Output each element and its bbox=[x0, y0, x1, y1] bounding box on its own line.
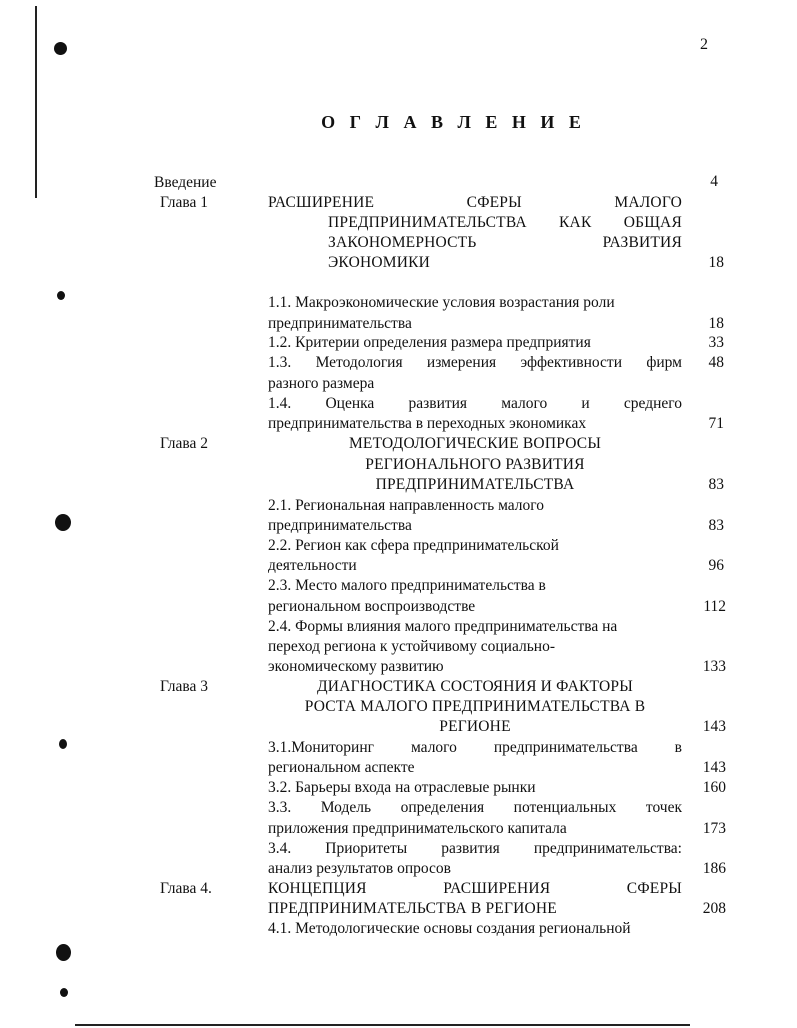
punch-hole-6 bbox=[60, 988, 68, 997]
punch-hole-1 bbox=[54, 42, 67, 55]
chapter-3-label: Глава 3 bbox=[160, 678, 209, 695]
section-2-4-page: 133 bbox=[702, 658, 726, 675]
punch-hole-4 bbox=[59, 739, 67, 749]
section-3-2-page: 160 bbox=[702, 779, 726, 796]
section-2-1-page: 83 bbox=[708, 517, 724, 534]
section-1-3-page: 48 bbox=[708, 354, 724, 371]
chapter-2-title-line-1: МЕТОДОЛОГИЧЕСКИЕ ВОПРОСЫ bbox=[348, 435, 602, 452]
section-3-1-page: 143 bbox=[702, 759, 726, 776]
section-3-4-line-1: 3.4. Приоритеты развития предпринимательства: bbox=[268, 840, 682, 857]
section-2-2-page: 96 bbox=[708, 557, 724, 574]
section-3-1-line-2: региональном аспекте bbox=[268, 759, 415, 776]
section-4-1-line-1: 4.1. Методологические основы создания региональной bbox=[268, 920, 631, 937]
chapter-1-label: Глава 1 bbox=[160, 194, 209, 211]
section-1-1-page: 18 bbox=[708, 315, 724, 332]
section-1-2-page: 33 bbox=[708, 334, 724, 351]
section-1-4-page: 71 bbox=[708, 415, 724, 432]
chapter-2-label: Глава 2 bbox=[160, 435, 209, 452]
chapter-1-page: 18 bbox=[708, 254, 724, 271]
section-2-2-line-1: 2.2. Регион как сфера предпринимательской bbox=[268, 537, 559, 554]
chapter-4-page: 208 bbox=[702, 900, 726, 917]
punch-hole-2 bbox=[57, 291, 65, 300]
section-2-4-line-2: переход региона к устойчивому социально- bbox=[268, 638, 555, 655]
section-3-3-line-1: 3.3. Модель определения потенциальных точек bbox=[268, 799, 682, 816]
chapter-1-title-line-4: ЭКОНОМИКИ bbox=[328, 254, 431, 271]
section-2-4-line-3: экономическому развитию bbox=[268, 658, 444, 675]
chapter-3-page: 143 bbox=[702, 718, 726, 735]
bottom-rule bbox=[75, 1024, 690, 1026]
chapter-1-title-line-3: ЗАКОНОМЕРНОСТЬ РАЗВИТИЯ bbox=[328, 234, 682, 251]
section-2-1-line-2: предпринимательства bbox=[268, 517, 412, 534]
page-number: 2 bbox=[700, 36, 708, 53]
chapter-3-title-line-2: РОСТА МАЛОГО ПРЕДПРИНИМАТЕЛЬСТВА В bbox=[304, 698, 646, 715]
intro-label: Введение bbox=[154, 174, 217, 191]
section-1-1-line-2: предпринимательства bbox=[268, 315, 412, 332]
section-1-2-line-1: 1.2. Критерии определения размера предприятия bbox=[268, 334, 591, 351]
section-3-3-page: 173 bbox=[702, 820, 726, 837]
section-2-3-page: 112 bbox=[703, 598, 726, 615]
chapter-1-title-line-2: ПРЕДПРИНИМАТЕЛЬСТВА КАК ОБЩАЯ bbox=[328, 214, 682, 231]
punch-hole-5 bbox=[56, 944, 71, 961]
chapter-2-title-line-3: ПРЕДПРИНИМАТЕЛЬСТВА bbox=[375, 476, 575, 493]
section-2-3-line-1: 2.3. Место малого предпринимательства в bbox=[268, 577, 546, 594]
chapter-1-title-line-1: РАСШИРЕНИЕ СФЕРЫ МАЛОГО bbox=[268, 194, 682, 211]
intro-page: 4 bbox=[710, 173, 718, 190]
chapter-2-title-line-2: РЕГИОНАЛЬНОГО РАЗВИТИЯ bbox=[365, 456, 585, 473]
section-3-4-page: 186 bbox=[702, 860, 726, 877]
chapter-3-title-line-3: РЕГИОНЕ bbox=[439, 718, 511, 735]
chapter-4-title-line-1: КОНЦЕПЦИЯ РАСШИРЕНИЯ СФЕРЫ bbox=[268, 880, 682, 897]
section-1-3-line-1: 1.3. Методология измерения эффективности фирм bbox=[268, 354, 682, 371]
section-2-2-line-2: деятельности bbox=[268, 557, 357, 574]
section-2-4-line-1: 2.4. Формы влияния малого предпринимательства на bbox=[268, 618, 618, 635]
section-3-2-line-1: 3.2. Барьеры входа на отраслевые рынки bbox=[268, 779, 536, 796]
chapter-3-title-line-1: ДИАГНОСТИКА СОСТОЯНИЯ И ФАКТОРЫ bbox=[317, 678, 633, 695]
chapter-4-title-line-2: ПРЕДПРИНИМАТЕЛЬСТВА В РЕГИОНЕ bbox=[268, 900, 557, 917]
section-2-1-line-1: 2.1. Региональная направленность малого bbox=[268, 497, 544, 514]
section-2-3-line-2: региональном воспроизводстве bbox=[268, 598, 476, 615]
section-3-1-line-1: 3.1.Мониторинг малого предпринимательства в bbox=[268, 739, 682, 756]
toc-title: О Г Л А В Л Е Н И Е bbox=[321, 112, 586, 132]
section-1-4-line-2: предпринимательства в переходных экономиках bbox=[268, 415, 587, 432]
chapter-2-page: 83 bbox=[708, 476, 724, 493]
section-3-3-line-2: приложения предпринимательского капитала bbox=[268, 820, 567, 837]
section-1-3-line-2: разного размера bbox=[268, 375, 375, 392]
left-margin-line bbox=[35, 6, 37, 198]
section-3-4-line-2: анализ результатов опросов bbox=[268, 860, 451, 877]
section-1-1-line-1: 1.1. Макроэкономические условия возрастания роли bbox=[268, 294, 615, 311]
punch-hole-3 bbox=[55, 514, 71, 531]
chapter-4-label: Глава 4. bbox=[160, 880, 212, 897]
section-1-4-line-1: 1.4. Оценка развития малого и среднего bbox=[268, 395, 682, 412]
